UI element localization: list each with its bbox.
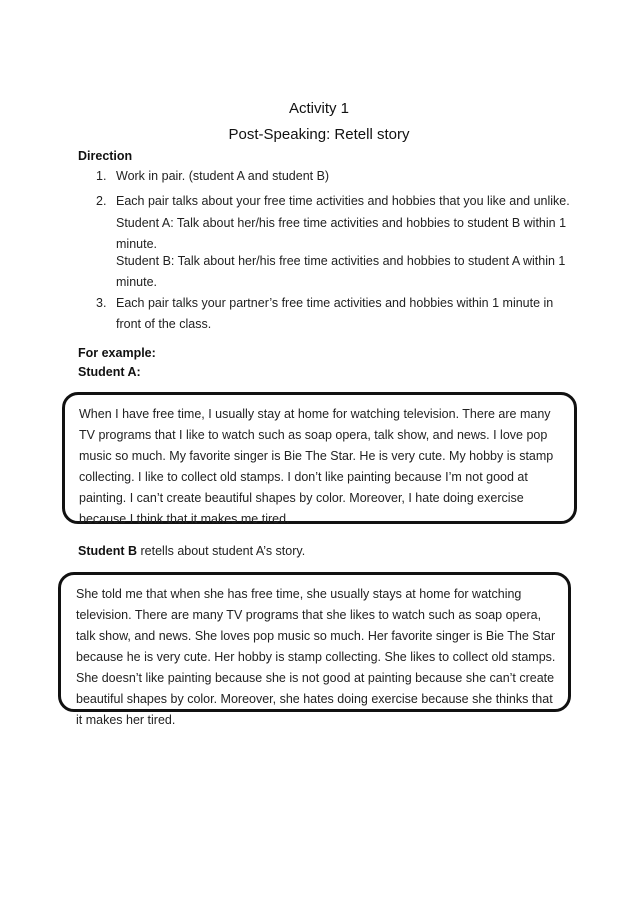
- direction-label: Direction: [78, 149, 133, 163]
- direction-item-number: 2.: [96, 194, 107, 208]
- example-label: For example:: [78, 346, 156, 360]
- activity-subtitle: Post-Speaking: Retell story: [228, 126, 410, 143]
- direction-item-1: [78, 166, 578, 187]
- student-a-story: When I have free time, I usually stay at home for watching television. There are many TV programs that I like to watch such as soap opera, talk show, and news. I love pop music so much. My favorite singer is Bie The Star. He is very cute. My hobby is stamp collecting. I like to collect old stamps. I don’t like painting because I’m not good at painting. I can’t create beautiful shapes by color. Moreover, I hate doing exercise because I think that it makes me tired.: [79, 407, 554, 526]
- direction-item-3: [78, 293, 578, 335]
- student-a-story-box: [62, 392, 577, 524]
- direction-item-number: 1.: [96, 169, 107, 183]
- direction-item-text: Each pair talks about your free time activities and hobbies that you like and unlike.: [116, 194, 570, 208]
- direction-item-text: Each pair talks your partner’s free time activities and hobbies within 1 minute in front of the class.: [116, 296, 554, 331]
- direction-subitem-student-b: Student B: Talk about her/his free time activities and hobbies to student A within 1 minute.: [116, 254, 566, 289]
- student-b-instruction: [78, 544, 305, 558]
- direction-item-text: Work in pair. (student A and student B): [116, 169, 330, 183]
- direction-item-2: [78, 191, 578, 293]
- student-b-story-box: [58, 572, 571, 727]
- activity-title: Activity 1: [288, 100, 349, 117]
- student-b-instruction-text: retells about student A’s story.: [137, 544, 306, 558]
- student-b-story: She told me that when she has free time, she usually stays at home for watching television. There are many TV programs that she likes to watch such as soap opera, talk show, and news. She loves pop music so much. Her favorite singer is Bie The Star because he is very cute. Her hobby is stamp collecting. She likes to collect old stamps. She doesn’t like painting because she is not good at painting because she can’t create beautiful shapes by color. Moreover, she hates doing exercise because she thinks that it makes her tired.: [76, 587, 556, 727]
- student-b-label: Student B: [78, 544, 138, 558]
- direction-list: [78, 166, 578, 335]
- direction-subitem-student-a: Student A: Talk about her/his free time activities and hobbies to student B within 1 minute.: [116, 216, 567, 251]
- student-a-label: Student A:: [78, 365, 141, 379]
- direction-item-number: 3.: [96, 296, 107, 310]
